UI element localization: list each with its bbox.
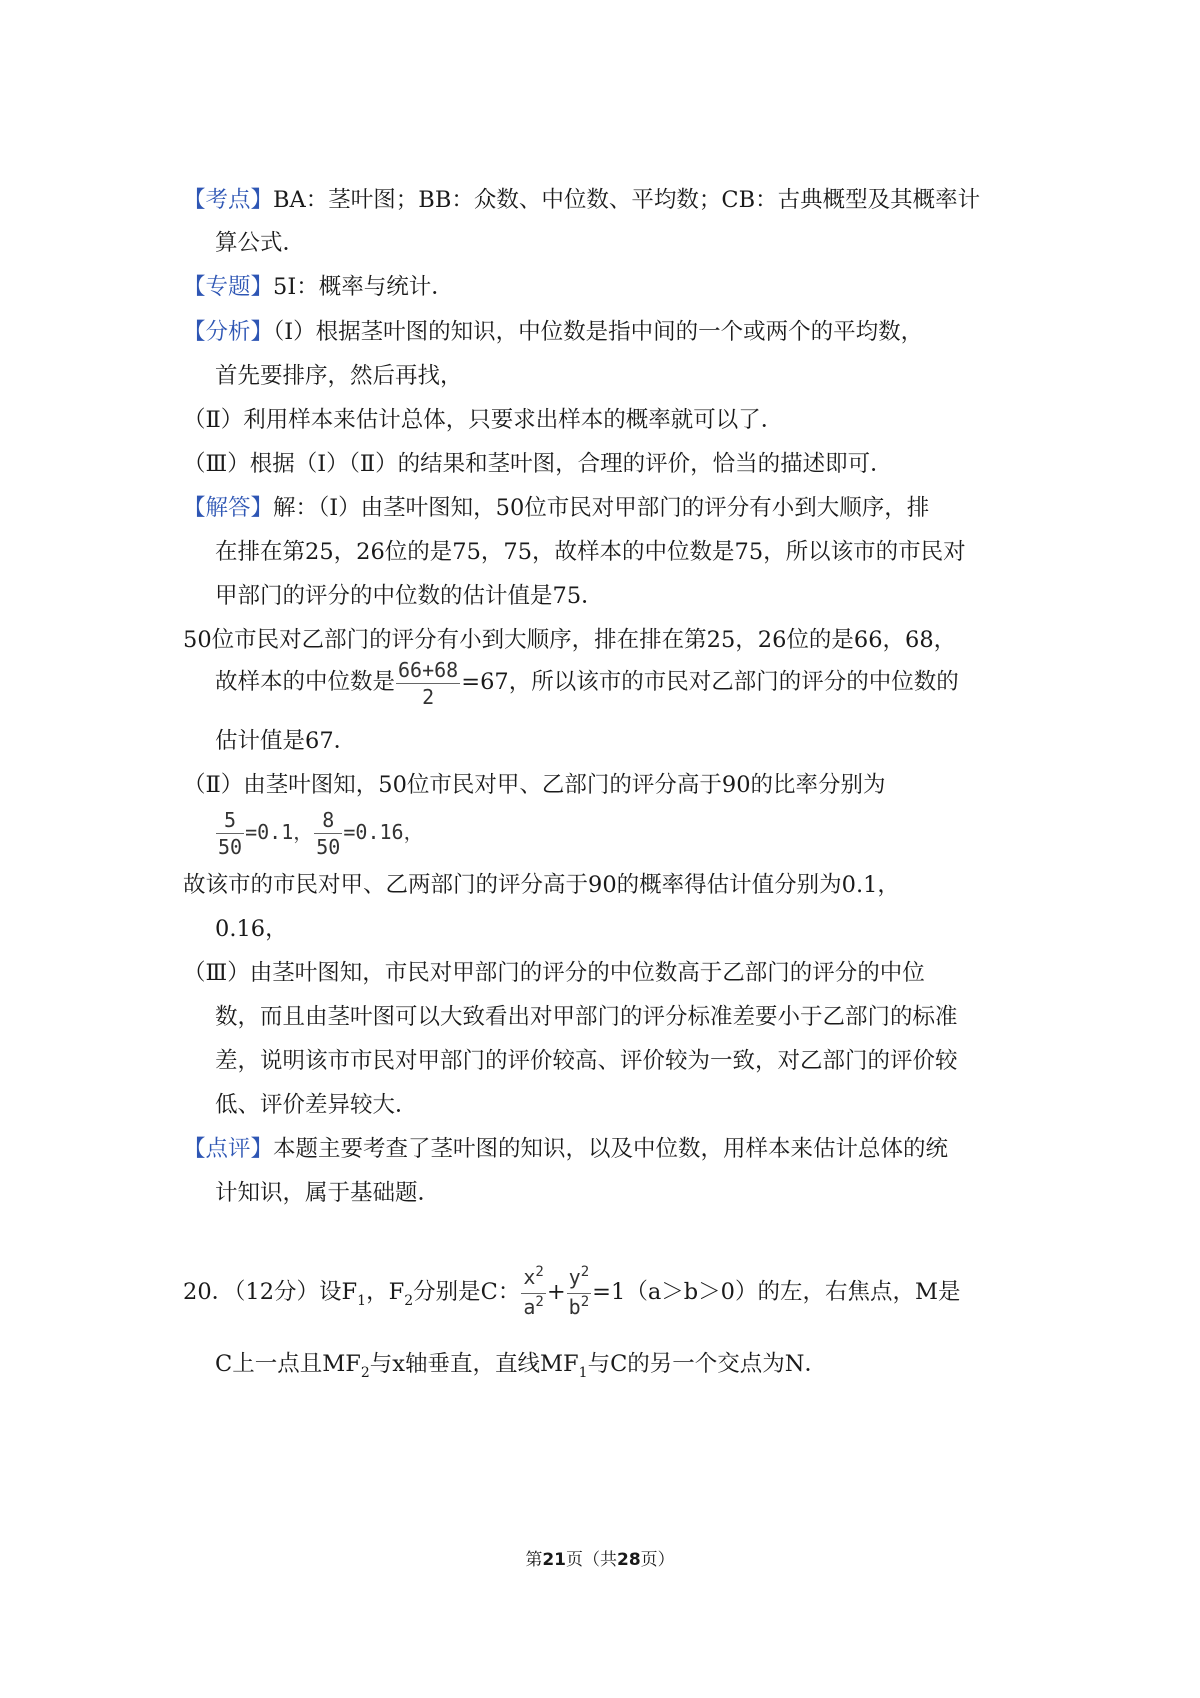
dianping-text-1: 本题主要考查了茎叶图的知识，以及中位数，用样本来估计总体的统 — [273, 1136, 949, 1162]
q20-l2-pre: C上一点且MF — [215, 1351, 361, 1377]
question-20-line-1 — [183, 1262, 961, 1325]
fenxi-tag: 【分析】 — [183, 319, 274, 345]
ratio-b-numerator: 8 — [322, 807, 335, 832]
jieda-line-10: 0.16， — [215, 916, 288, 942]
q20-mid-1: ，F — [366, 1279, 405, 1305]
jieda-line-6: 估计值是67． — [215, 728, 357, 754]
question-20-line-2 — [215, 1349, 827, 1382]
fenxi-text-1: （Ⅰ）根据茎叶图的知识，中位数是指中间的一个或两个的平均数， — [273, 319, 924, 345]
jieda-line-2: 在排在第25，26位的是75，75，故样本的中位数是75，所以该市的市民对 — [215, 539, 966, 565]
b-var: b — [568, 1294, 581, 1319]
ratio-fraction-a — [216, 807, 244, 860]
median-fraction-denominator: 2 — [396, 683, 460, 710]
median-fraction-numerator: 66+68 — [398, 657, 459, 682]
zhuanti-text: 5I：概率与统计． — [273, 274, 454, 300]
ratio-b-denominator: 50 — [316, 834, 341, 859]
footer-mid: 页（共 — [566, 1550, 617, 1570]
jieda-line-5-post: =67，所以该市的市民对乙部门的评分的中位数的 — [461, 669, 959, 695]
ratio-fraction-b — [314, 807, 342, 860]
ellipse-y-denominator — [567, 1293, 591, 1323]
ratio-a-numerator: 5 — [224, 807, 237, 832]
dianping-line-2: 计知识，属于基础题． — [215, 1180, 441, 1206]
footer-post: 页） — [640, 1550, 675, 1570]
page-footer — [0, 1548, 1200, 1572]
jieda-text-1: 解：（Ⅰ）由茎叶图知，50位市民对甲部门的评分有小到大顺序，排 — [273, 495, 930, 521]
jieda-line-4: 50位市民对乙部门的评分有小到大顺序，排在排在第25，26位的是66，68， — [183, 627, 957, 653]
b-exp: 2 — [580, 1293, 590, 1310]
median-fraction — [396, 657, 460, 710]
zhuanti-line — [183, 272, 454, 302]
q20-score: （12分）设F — [234, 1279, 358, 1305]
q20-mid-2: 分别是C： — [413, 1279, 521, 1305]
q20-l2-sub: 2 — [360, 1365, 370, 1381]
y-exp: 2 — [580, 1263, 590, 1280]
page-number: 21 — [542, 1550, 566, 1570]
fenxi-line-4: （Ⅲ）根据（Ⅰ）（Ⅱ）的结果和茎叶图，合理的评价，恰当的描述即可． — [183, 451, 893, 477]
kaodian-line-2: 算公式． — [215, 230, 306, 256]
plus-sign: + — [546, 1279, 566, 1305]
a-exp: 2 — [535, 1293, 544, 1310]
fenxi-line-3: （Ⅱ）利用样本来估计总体，只要求出样本的概率就可以了． — [183, 407, 784, 433]
kaodian-line-1 — [183, 185, 980, 215]
jieda-line-14: 低、评价差异较大． — [215, 1092, 418, 1118]
q20-post: =1（a＞b＞0）的左，右焦点，M是 — [592, 1279, 961, 1305]
jieda-line-1 — [183, 493, 929, 523]
ellipse-x-fraction — [521, 1264, 545, 1323]
jieda-tag: 【解答】 — [183, 495, 274, 521]
jieda-line-8 — [215, 806, 424, 860]
ellipse-x-numerator — [521, 1264, 545, 1293]
ellipse-x-denominator — [521, 1293, 545, 1323]
q20-l2-sub2: 1 — [578, 1365, 588, 1381]
x-exp: 2 — [535, 1263, 544, 1280]
jieda-line-12: 数，而且由茎叶图可以大致看出对甲部门的评分标准差要小于乙部门的标准 — [215, 1004, 958, 1030]
jieda-line-9: 故该市的市民对甲、乙两部门的评分高于90的概率得估计值分别为0.1， — [183, 872, 900, 898]
kaodian-tag: 【考点】 — [183, 187, 274, 213]
footer-pre: 第 — [525, 1550, 543, 1570]
fenxi-line-1 — [183, 317, 923, 347]
q20-l2-mid: 与x轴垂直，直线MF — [369, 1351, 579, 1377]
a-var: a — [523, 1294, 536, 1319]
ratio-a-value: =0.1， — [245, 820, 314, 844]
zhuanti-tag: 【专题】 — [183, 274, 274, 300]
x-var: x — [523, 1264, 536, 1289]
page-total: 28 — [617, 1550, 641, 1570]
ratio-a-denominator: 50 — [218, 834, 243, 859]
jieda-line-13: 差，说明该市市民对甲部门的评价较高、评价较为一致，对乙部门的评价较 — [215, 1048, 958, 1074]
q20-l2-post: 与C的另一个交点为N． — [587, 1351, 827, 1377]
question-number: 20． — [183, 1279, 235, 1305]
q20-sub-1: 1 — [357, 1293, 367, 1309]
ellipse-y-numerator — [567, 1264, 591, 1293]
jieda-line-7: （Ⅱ）由茎叶图知，50位市民对甲、乙部门的评分高于90的比率分别为 — [183, 772, 886, 798]
jieda-line-5-pre: 故样本的中位数是 — [215, 669, 396, 695]
fenxi-line-2: 首先要排序，然后再找， — [215, 363, 463, 389]
q20-sub-2: 2 — [404, 1293, 414, 1309]
jieda-line-3: 甲部门的评分的中位数的估计值是75． — [215, 583, 604, 609]
dianping-tag: 【点评】 — [183, 1136, 274, 1162]
ratio-b-value: =0.16， — [343, 820, 424, 844]
y-var: y — [568, 1264, 581, 1289]
jieda-line-11: （Ⅲ）由茎叶图知，市民对甲部门的评分的中位数高于乙部门的评分的中位 — [183, 960, 925, 986]
kaodian-text-1: BA：茎叶图；BB：众数、中位数、平均数；CB：古典概型及其概率计 — [273, 187, 981, 213]
ellipse-y-fraction — [567, 1264, 591, 1323]
jieda-line-5 — [215, 656, 959, 710]
dianping-line-1 — [183, 1134, 948, 1164]
